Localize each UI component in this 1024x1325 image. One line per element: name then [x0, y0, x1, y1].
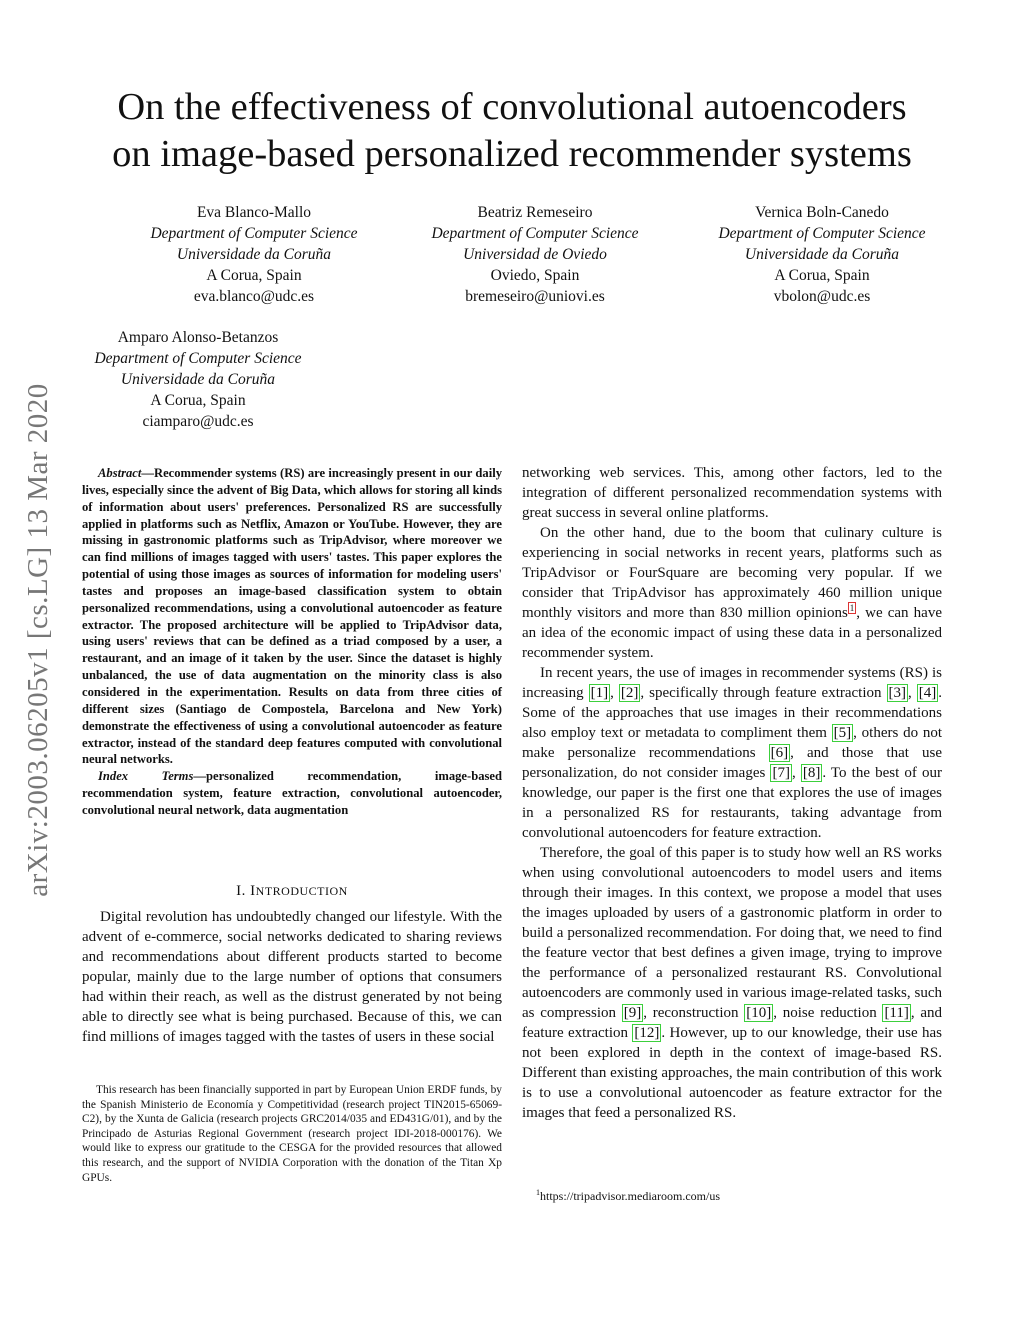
- citation-link[interactable]: [4]: [918, 685, 937, 701]
- p3-text: , others do not make personalize recommendations: [522, 725, 943, 761]
- author-block: [48, 327, 348, 432]
- intro-left-column: [82, 907, 502, 1047]
- citation-link[interactable]: [11]: [884, 1005, 909, 1021]
- abstract-label: Abstract: [98, 466, 142, 480]
- footnote-link[interactable]: 1: [849, 603, 855, 613]
- author-email: vbolon@udc.es: [773, 288, 871, 305]
- paper-title: [60, 84, 964, 178]
- citation-link[interactable]: [3]: [888, 685, 907, 701]
- section-title-rest: NTRODUCTION: [255, 884, 348, 898]
- citation-link[interactable]: [9]: [623, 1005, 642, 1021]
- author-dept: Department of Computer Science: [718, 225, 926, 242]
- index-terms-text: —personalized recommendation, image-based recommendation system, feature extraction, convolutional autoencoder, convolutional neural network, data augmentation: [82, 769, 502, 817]
- p2-end-text: , we can have an idea of the economic impact of using these data in a personalized recommender system.: [522, 605, 942, 661]
- author-email: eva.blanco@udc.es: [193, 288, 315, 305]
- p4-text: , noise reduction: [773, 1005, 883, 1021]
- footnote-number: 1: [536, 1188, 540, 1197]
- p4-text: . However, up to our knowledge, their use has not been explored in depth in the context of image-based RS. Different than existing approaches, the main contribution of this work is to use a convolutional autoencoder as feature extractor for the images that feed a personalized RS.: [522, 1025, 942, 1121]
- author-univ: Universidade da Coruña: [176, 246, 332, 263]
- right-footnote: [536, 1185, 720, 1204]
- citation-link[interactable]: [1]: [590, 685, 609, 701]
- citation-link[interactable]: [8]: [802, 765, 821, 781]
- funding-footnote-text: This research has been financially supported in part by European Union ERDF funds, by the Spanish Ministerio de Economía y Competitividad (research project TIN2015-65069-C2), by the Xunta de Galicia (research projects GRC2014/035 and ED431G/01), and by the Principado de Asturias Regional Government (research project IDI-2018-000176). We would like to express our gratitude to the CESGA for the provided resources that allowed this research, and the support of NVIDIA Corporation with the donation of the Titan Xp GPUs.: [82, 1084, 502, 1184]
- author-block: [672, 202, 972, 307]
- author-email: bremeseiro@uniovi.es: [465, 288, 605, 305]
- citation-link[interactable]: [7]: [772, 765, 790, 781]
- author-city: A Corua, Spain: [774, 267, 870, 284]
- author-name: Eva Blanco-Mallo: [196, 204, 312, 221]
- author-name: Beatriz Remeseiro: [477, 204, 593, 221]
- author-city: A Corua, Spain: [206, 267, 302, 284]
- abstract: [82, 465, 502, 819]
- citation-link[interactable]: [6]: [770, 745, 789, 761]
- author-block: [104, 202, 404, 307]
- p4-text: Therefore, the goal of this paper is to study how well an RS works when using convolutional autoencoders to model users and items through their images. In this context, we propose a model that uses the images uploaded by users of a gastronomic platform in order to build a personalized recommendation. For doing that, we need to find the feature vector that best defines a given image, trying to improve the performance of a personalized restaurant RS. Convolutional autoencoders are commonly used in various image-related tasks, such as compression: [522, 845, 942, 1021]
- author-univ: Universidade da Coruña: [120, 371, 276, 388]
- author-email: ciamparo@udc.es: [142, 413, 254, 430]
- p2-text: On the other hand, due to the boom that culinary culture is experiencing in social networks in recent years, platforms such as TripAdvisor or FourSquare are becoming very popular. If we consider that TripAdvisor has approximately 460 million unique monthly visitors and more than 830 million opinions: [522, 525, 942, 621]
- author-dept: Department of Computer Science: [94, 350, 302, 367]
- p3-text: . To the best of our knowledge, our paper is the first one that explores the use of images in a personalized RS for restaurants, taking advantage from convolutional autoencoders for feature extraction.: [522, 765, 942, 841]
- right-paragraph-2: [522, 523, 942, 663]
- p3-text: , specifically through feature extraction: [640, 685, 887, 701]
- citation-link[interactable]: [10]: [746, 1005, 772, 1021]
- p4-text: , reconstruction: [643, 1005, 745, 1021]
- author-name: Vernica Boln-Canedo: [755, 204, 889, 221]
- right-paragraph-4: [522, 843, 942, 1123]
- author-univ: Universidad de Oviedo: [463, 246, 607, 263]
- arxiv-identifier: arXiv:2003.06205v1 [cs.LG] 13 Mar 2020: [22, 383, 54, 897]
- p3-text: , and those that use personalization, do not consider images: [522, 745, 942, 781]
- citation-link[interactable]: [2]: [620, 685, 639, 701]
- abstract-text: —Recommender systems (RS) are increasingly present in our daily lives, especially since the advent of Big Data, which allows for storing all kinds of information about users' preferences. Personalized RS are successfully applied in platforms such as Netflix, Amazon or YouTube. However, they are missing in gastronomic platforms such as TripAdvisor, where moreover we can find millions of images tagged with users' tastes. This paper explores the potential of using those images as sources of information for modeling users' tastes and proposes an image-based classification system to obtain personalized recommendations, using a convolutional autoencoder as feature extractor. The proposed architecture will be applied to TripAdvisor data, using users' reviews that can be defined as a triad composed by a user, a restaurant, and an image of it taken by the user. Since the dataset is highly unbalanced, the use of data augmentation on the minority class is also considered in the experimentation. Results on data from three cities of different sizes (Santiago de Compostela, Barcelona and New York) demonstrate the effectiveness of using a convolutional autoencoder as feature extractor, instead of the standard deep features computed with convolutional neural networks.: [82, 466, 502, 767]
- author-dept: Department of Computer Science: [150, 225, 358, 242]
- citation-link[interactable]: [12]: [634, 1025, 660, 1041]
- right-column: [522, 463, 942, 1123]
- author-city: A Corua, Spain: [150, 392, 246, 409]
- funding-footnote: [82, 1083, 502, 1185]
- p3-text: In recent years, the use of images in recommender systems (RS) is increasing: [522, 665, 942, 701]
- author-univ: Universidade da Coruña: [744, 246, 900, 263]
- p3-text: . Some of the approaches that use images in their recommendations also employ text or metadata to compliment them: [522, 685, 943, 741]
- right-paragraph-1: networking web services. This, among other factors, led to the integration of different personalized recommendation systems with great success in several online platforms.: [522, 465, 942, 521]
- section-title-first: I: [250, 883, 256, 899]
- title-line-2: on image-based personalized recommender systems: [112, 133, 912, 175]
- section-number: I.: [236, 883, 246, 899]
- intro-paragraph: Digital revolution has undoubtedly changed our lifestyle. With the advent of e-commerce, social networks dedicated to sharing reviews and recommendations about different products started to become popular, mainly due to the large number of options that consumers had within their reach, as well as the distrust generated by not being able to directly see what is being purchased. Because of this, we can find millions of images tagged with the tastes of users in these social: [82, 909, 502, 1045]
- citation-link[interactable]: [5]: [833, 725, 852, 741]
- p4-text: , and feature extraction: [522, 1005, 942, 1041]
- index-terms-label: Index Terms: [98, 769, 194, 784]
- author-city: Oviedo, Spain: [490, 267, 580, 284]
- section-heading: [82, 881, 502, 901]
- author-name: Amparo Alonso-Betanzos: [117, 329, 279, 346]
- title-line-1: On the effectiveness of convolutional autoencoders: [117, 86, 907, 128]
- right-paragraph-3: In recent years, the use of images in recommender systems (RS) is increasing [1] , [2] , specifically through feature extraction [3] , [4] . Some of the approaches that use images in their recommendations also employ text or metadata to compliment them [5] , others do not make personalize recommendations [6] , and those that use personalization, do not consider images [7] , [8] . To the best of our knowledge, our paper is the first one that explores the use of images in a personalized RS for restaurants, taking advantage from convolutional autoencoders for feature extraction.: [522, 665, 943, 841]
- footnote-url[interactable]: https://tripadvisor.mediaroom.com/us: [540, 1189, 720, 1203]
- author-dept: Department of Computer Science: [431, 225, 639, 242]
- author-block: [385, 202, 685, 307]
